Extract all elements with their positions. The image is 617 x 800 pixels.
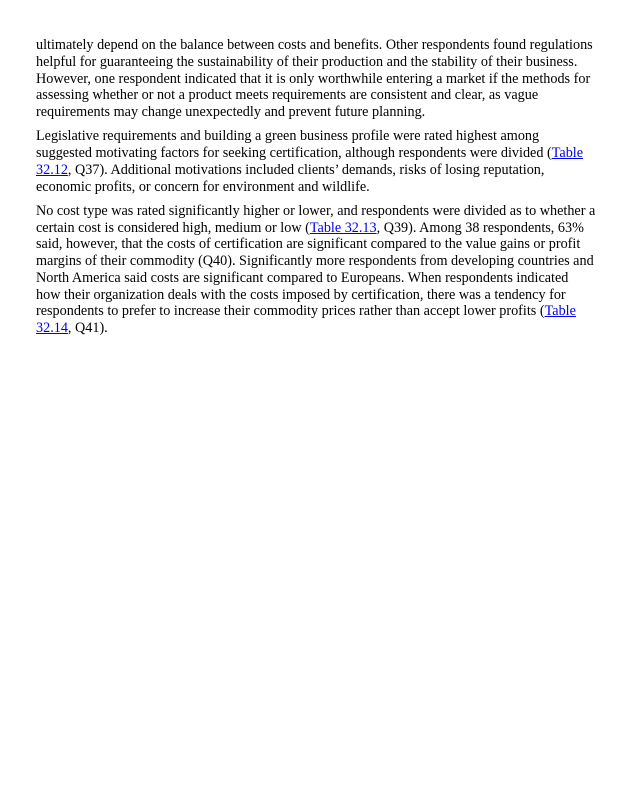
paragraph-text: , Q39). Among 38 respondents, 63% said, however, that the costs of certification are significant compared to the value gains or profit margins of their commodity (Q40). Significantly more respondents from developing countries and North America said costs are significant compared to Europeans. When respondents indicated how their organization deals with the costs imposed by certification, there was a tendency for respondents to prefer to increase their commodity prices rather than accept lower profits ( <box>36 219 594 320</box>
paragraph-text: , Q37). Additional motivations included clients’ demands, risks of losing reputation, economic profits, or concern for environment and wildlife. <box>36 161 545 195</box>
table-32-13-link[interactable]: Table 32.13 <box>309 219 377 236</box>
document-body <box>36 37 596 344</box>
paragraph-2 <box>36 128 596 195</box>
paragraph-text: No cost type was rated significantly higher or lower, and respondents were divided as to whether a certain cost is considered high, medium or low ( <box>36 202 596 236</box>
table-32-12-link[interactable]: Table 32.12 <box>36 145 584 178</box>
paragraph-3 <box>36 203 596 337</box>
paragraph-1 <box>36 37 596 121</box>
paragraph-text: Legislative requirements and building a green business profile were rated highest among suggested motivating factors for seeking certification, although respondents were divided ( <box>36 128 552 161</box>
paragraph-text: , Q41). <box>67 320 108 336</box>
table-32-14-link[interactable]: Table 32.14 <box>36 303 576 336</box>
paragraph-text: ultimately depend on the balance between costs and benefits. Other respondents found regulations helpful for guaranteeing the sustainability of their production and the stability of their business. However, one respondent indicated that it is only worthwhile entering a market if the methods for assessing whether or not a product meets requirements are consistent and clear, as vague requirements may change unexpectedly and prevent future planning. <box>36 37 593 120</box>
